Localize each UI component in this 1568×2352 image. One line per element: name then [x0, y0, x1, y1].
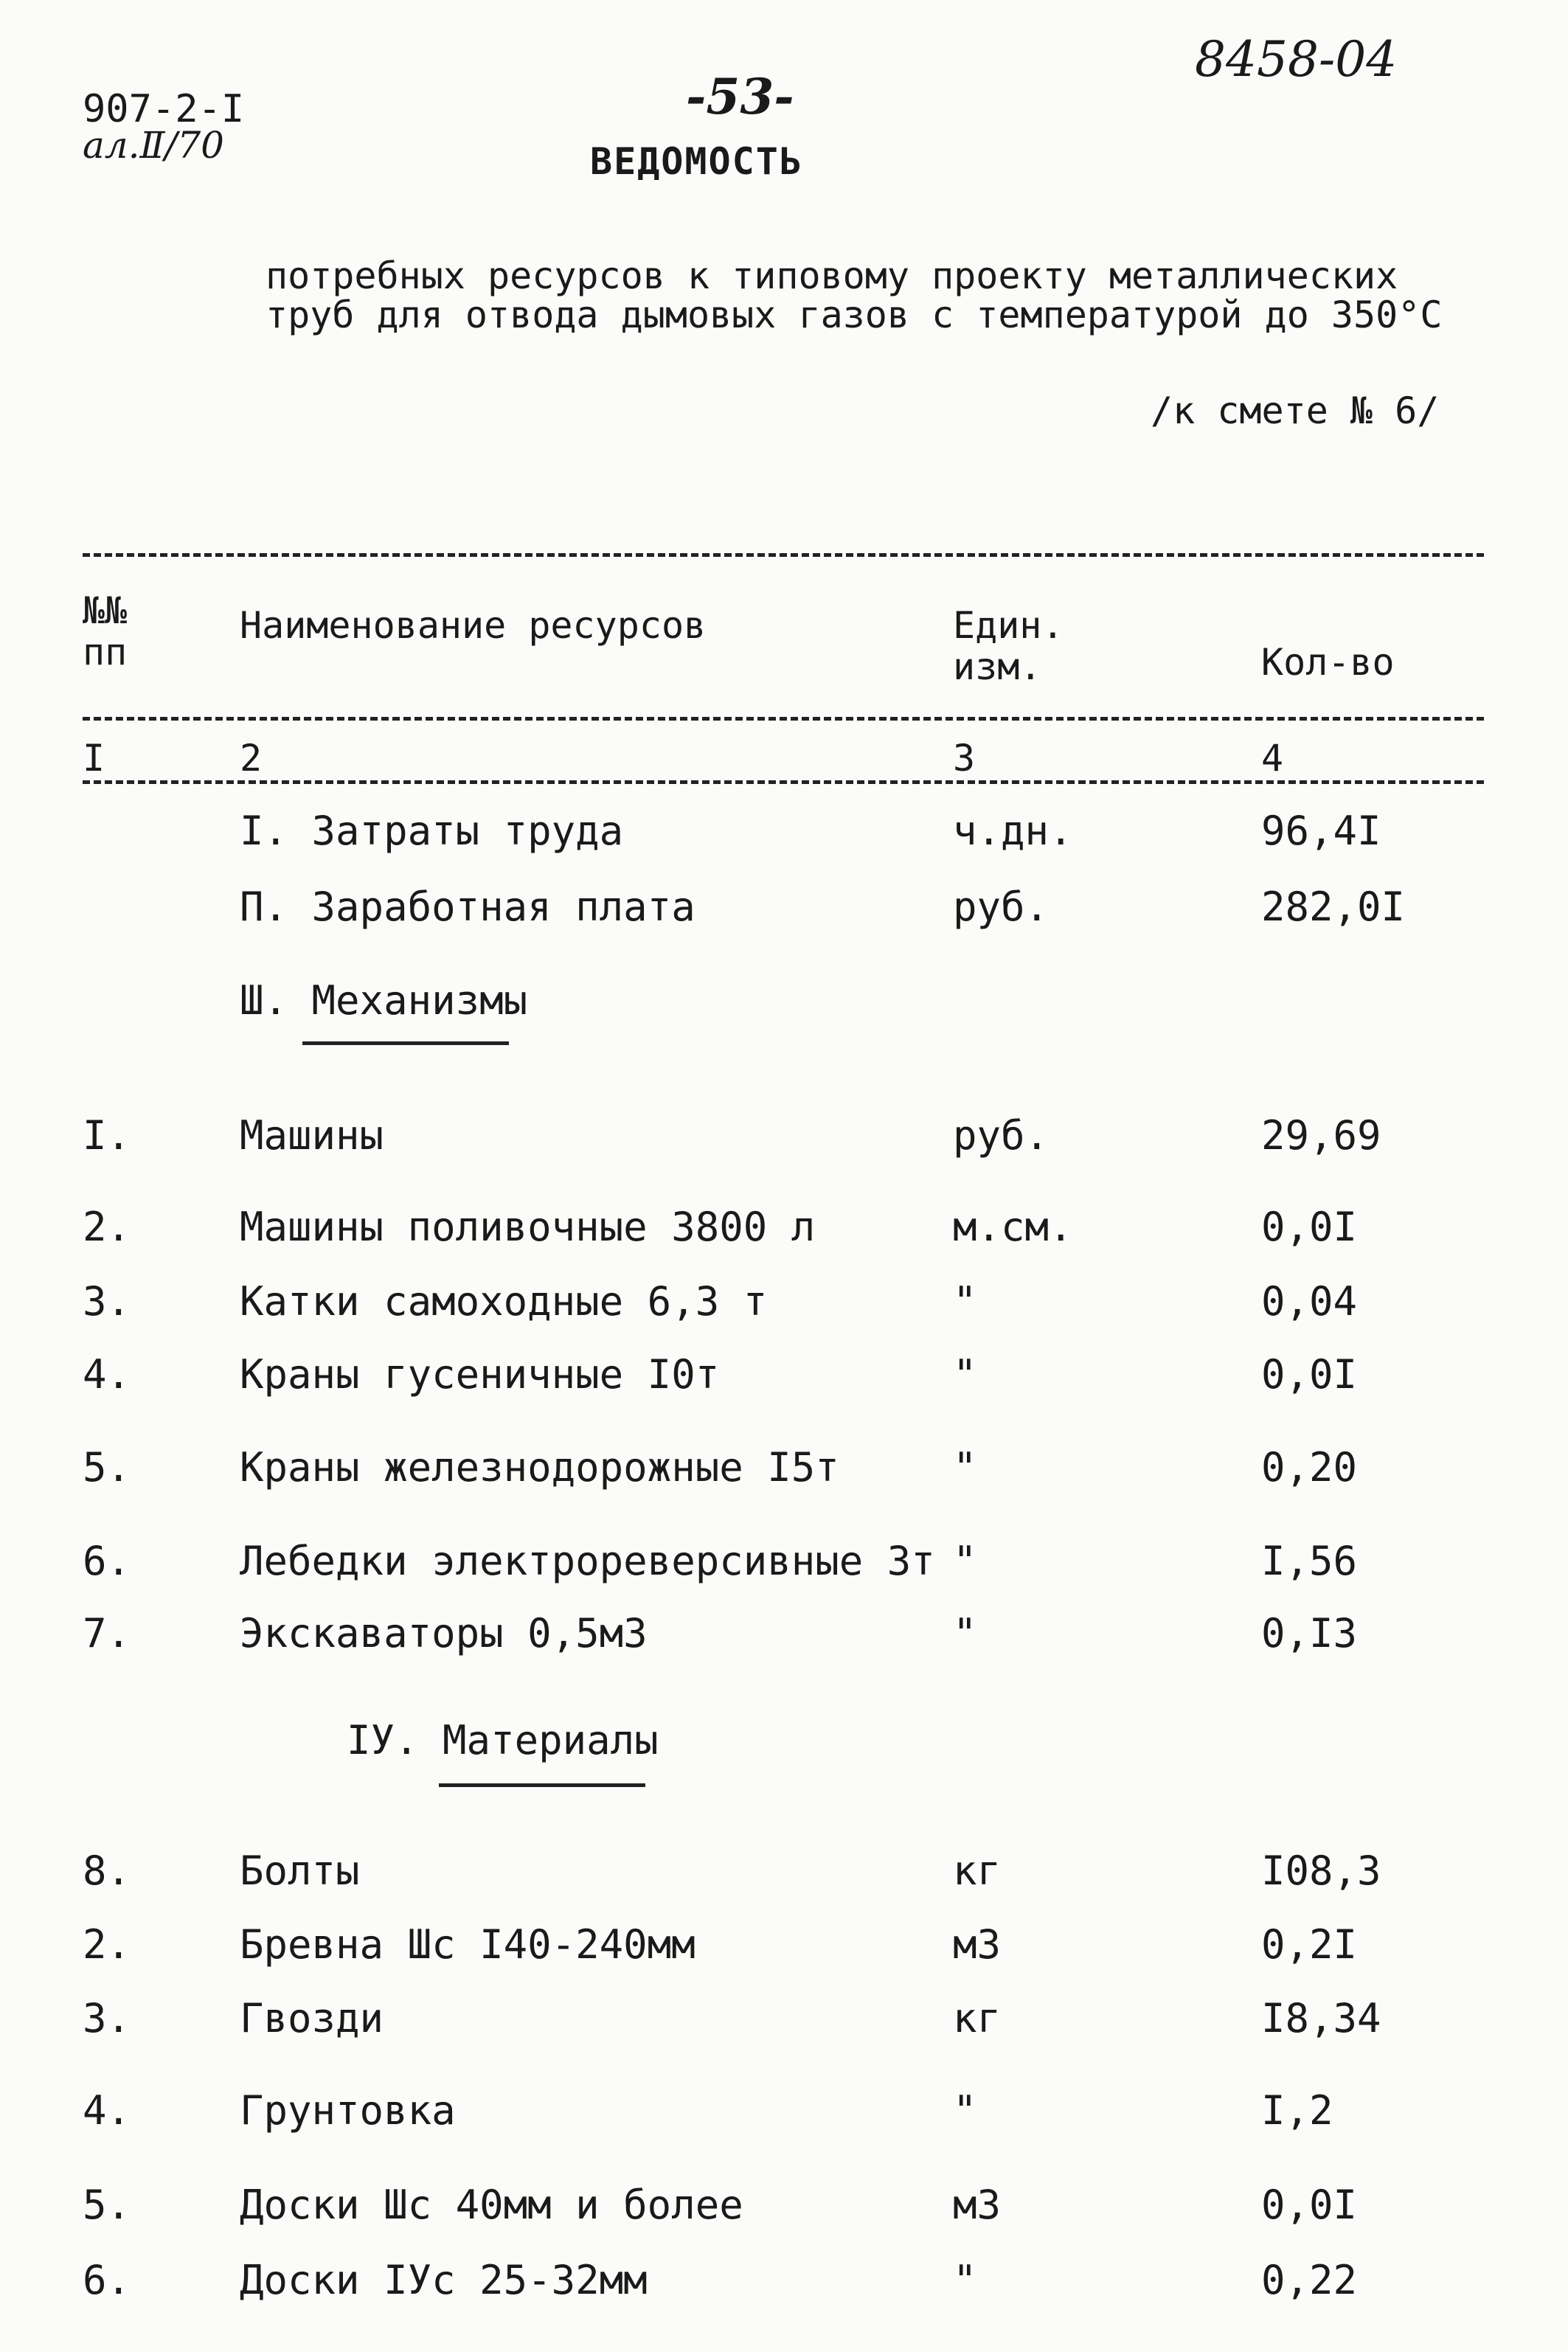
- row-name: Краны железнодорожные I5т: [240, 1444, 839, 1491]
- row-unit: ч.дн.: [953, 808, 1073, 854]
- column-number-2: 2: [240, 737, 263, 780]
- row-qty: I8,34: [1261, 1995, 1381, 2041]
- subtitle-line-2: труб для отвода дымовых газов с температурой до 350°С: [266, 294, 1443, 336]
- page-number: -53-: [686, 68, 794, 125]
- row-name: Бревна Шс I40-240мм: [240, 1921, 695, 1968]
- row-qty: I,56: [1261, 1538, 1358, 1584]
- row-qty: 29,69: [1261, 1112, 1381, 1159]
- table-row: [0, 1204, 1568, 1255]
- row-unit: ": [953, 1538, 977, 1584]
- row-name: I. Затраты труда: [240, 808, 624, 854]
- table-row: [0, 1848, 1568, 1899]
- row-unit: м3: [953, 1921, 1002, 1968]
- row-qty: I,2: [1261, 2087, 1333, 2134]
- table-row: [0, 1444, 1568, 1496]
- row-unit: кг: [953, 1848, 1002, 1894]
- table-top-rule: [83, 553, 1484, 557]
- column-number-3: 3: [953, 737, 976, 780]
- row-qty: 0,0I: [1261, 1204, 1358, 1250]
- table-row: [0, 1278, 1568, 1330]
- row-name: Доски IУс 25-32мм: [240, 2257, 648, 2303]
- header-qty: Кол-во: [1261, 641, 1395, 684]
- document-title: ВЕДОМОСТЬ: [590, 140, 803, 183]
- row-num: 5.: [83, 1444, 131, 1491]
- row-name: Гвозди: [240, 1995, 384, 2041]
- row-qty: 282,0I: [1261, 884, 1406, 930]
- row-unit: м3: [953, 2182, 1002, 2228]
- row-num: 7.: [83, 1610, 131, 1657]
- row-name: Лебедки электрореверсивные 3т: [240, 1538, 935, 1584]
- project-code: 907-2-I: [83, 87, 245, 131]
- row-num: 6.: [83, 2257, 131, 2303]
- row-num: 4.: [83, 1351, 131, 1398]
- table-row: [0, 884, 1568, 935]
- row-num: 5.: [83, 2182, 131, 2228]
- column-number-1: I: [83, 737, 105, 780]
- row-unit: ": [953, 1610, 977, 1657]
- register-note: ал.Ⅱ/70: [83, 124, 224, 167]
- row-num: 4.: [83, 2087, 131, 2134]
- table-row: [0, 1921, 1568, 1973]
- row-unit: ": [953, 1444, 977, 1491]
- table-row: [0, 808, 1568, 859]
- row-unit: ": [953, 2257, 977, 2303]
- corner-number: 8458-04: [1195, 31, 1398, 88]
- row-qty: 0,22: [1261, 2257, 1358, 2303]
- row-unit: кг: [953, 1995, 1002, 2041]
- section-underline: [439, 1783, 645, 1787]
- table-row: [0, 2182, 1568, 2233]
- row-qty: 0,0I: [1261, 2182, 1358, 2228]
- header-rule: [83, 717, 1484, 721]
- header-num: №№ пп: [83, 589, 128, 673]
- row-num: 8.: [83, 1848, 131, 1894]
- row-unit: м.см.: [953, 1204, 1073, 1250]
- row-name: Краны гусеничные I0т: [240, 1351, 720, 1398]
- table-row: [0, 2087, 1568, 2139]
- row-unit: ": [953, 1351, 977, 1398]
- row-num: 6.: [83, 1538, 131, 1584]
- row-num: 3.: [83, 1995, 131, 2041]
- row-name: Доски Шс 40мм и более: [240, 2182, 743, 2228]
- row-name: Грунтовка: [240, 2087, 456, 2134]
- row-unit: руб.: [953, 1112, 1050, 1159]
- row-unit: руб.: [953, 884, 1050, 930]
- table-row: [0, 1112, 1568, 1164]
- section-underline: [302, 1041, 509, 1045]
- table-row: [0, 1351, 1568, 1403]
- estimate-reference: /к смете № 6/: [1151, 389, 1440, 432]
- row-qty: I08,3: [1261, 1848, 1381, 1894]
- row-name: Машины: [240, 1112, 384, 1159]
- row-name: Болты: [240, 1848, 360, 1894]
- row-name: П. Заработная плата: [240, 884, 695, 930]
- row-num: 2.: [83, 1204, 131, 1250]
- row-qty: 0,20: [1261, 1444, 1358, 1491]
- header-unit: Един. изм.: [953, 604, 1064, 688]
- row-unit: ": [953, 2087, 977, 2134]
- row-qty: 0,2I: [1261, 1921, 1358, 1968]
- table-row: [0, 1538, 1568, 1589]
- table-row: [0, 2257, 1568, 2308]
- row-num: 2.: [83, 1921, 131, 1968]
- row-name: Экскаваторы 0,5м3: [240, 1610, 648, 1657]
- table-row: [0, 1610, 1568, 1662]
- column-numbers-rule: [83, 780, 1484, 784]
- row-qty: 0,I3: [1261, 1610, 1358, 1657]
- row-qty: 0,0I: [1261, 1351, 1358, 1398]
- section-title-mechanisms: Ш. Механизмы: [240, 977, 528, 1024]
- row-name: Машины поливочные 3800 л: [240, 1204, 816, 1250]
- row-qty: 96,4I: [1261, 808, 1381, 854]
- table-row: [0, 1995, 1568, 2047]
- row-qty: 0,04: [1261, 1278, 1358, 1325]
- column-number-4: 4: [1261, 737, 1284, 780]
- header-name: Наименование ресурсов: [240, 604, 707, 647]
- subtitle-line-1: потребных ресурсов к типовому проекту металлических: [266, 254, 1398, 297]
- row-unit: ": [953, 1278, 977, 1325]
- section-title-materials: IУ. Материалы: [347, 1717, 659, 1763]
- row-num: I.: [83, 1112, 131, 1159]
- row-num: 3.: [83, 1278, 131, 1325]
- row-name: Катки самоходные 6,3 т: [240, 1278, 768, 1325]
